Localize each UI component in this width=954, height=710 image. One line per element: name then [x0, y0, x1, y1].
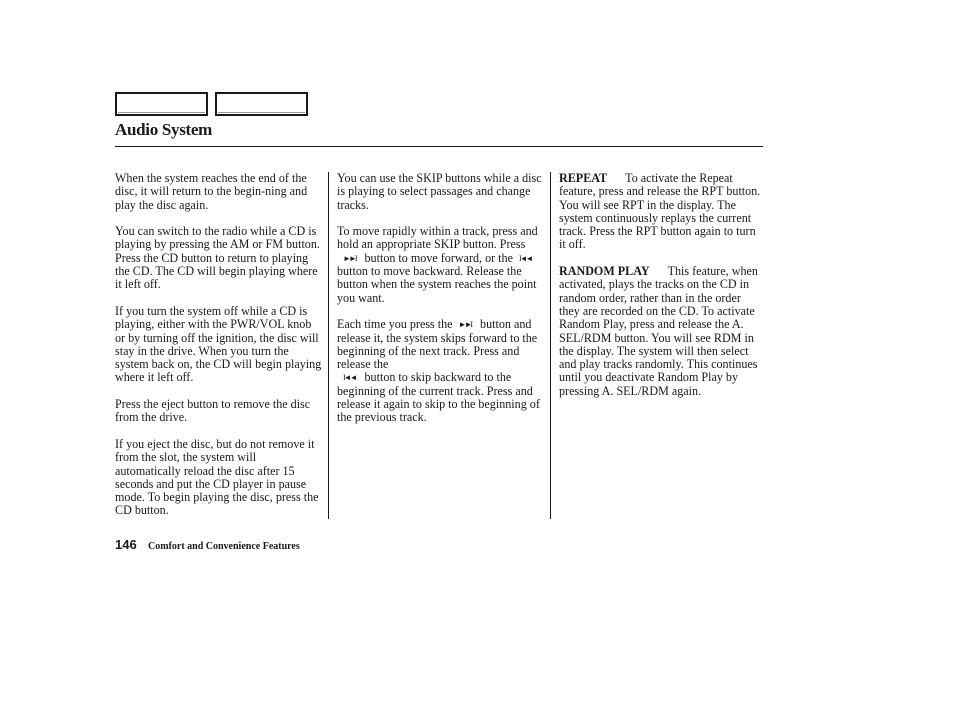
skip-press-text-c: button to skip backward to the beginning of the current track. Press and release it again to skip to the beginning of the previous track. [337, 370, 540, 425]
random-play-term: RANDOM PLAY [559, 264, 650, 279]
column-divider-1 [328, 172, 329, 519]
paragraph-switch-to-radio: You can switch to the radio while a CD is playing by pressing the AM or FM button. Press the CD button to return to playing the CD. The CD will begin playing where it left off. [115, 224, 320, 292]
column-divider-2 [550, 172, 551, 519]
skip-hold-text-b: button to move forward, or the [364, 250, 513, 265]
skip-forward-icon: ►►I [343, 253, 356, 263]
paragraph-random-play [559, 265, 764, 398]
paragraph-skip-press [337, 318, 547, 424]
paragraph-end-of-disc: When the system reaches the end of the disc, it will return to the begin-ning and play the disc again. [115, 171, 308, 212]
paragraph-skip-intro: You can use the SKIP buttons while a disc is playing to select passages and change tracks. [337, 171, 542, 212]
skip-press-text-a: Each time you press the [337, 317, 453, 332]
repeat-term: REPEAT [559, 171, 608, 185]
nav-box-2[interactable] [215, 92, 308, 116]
skip-press-text-b: button and release it, the system skips forward to the beginning of the next track. Press and release the [337, 317, 538, 372]
skip-backward-icon: I◄◄ [518, 253, 532, 263]
skip-backward-icon: I◄◄ [343, 373, 356, 383]
skip-hold-text-a: To move rapidly within a track, press and hold an appropriate SKIP button. Press [337, 224, 538, 252]
page-number: 146 [115, 537, 137, 552]
repeat-text: To activate the Repeat feature, press and release the RPT button. You will see RPT in the display. The system continuously replays the current track. Press the RPT button again to turn it off. [559, 171, 761, 252]
paragraph-system-off: If you turn the system off while a CD is playing, either with the PWR/VOL knob or by turning off the ignition, the disc will stay in the drive. When you turn the system back on, the CD will begin playing where it left off. [115, 303, 322, 385]
skip-hold-text-c: button to move backward. Release the button when the system reaches the point you want. [337, 264, 537, 305]
paragraph-skip-hold [337, 225, 547, 305]
random-play-text: This feature, when activated, plays the tracks on the CD in random order, rather than in the order they are recorded on the CD. To activate Random Play, press and release the A. SEL/RDM button. You will see RDM in the display. The system will then select and play tracks randomly. This continues until you deactivate Random Play by pressing A. SEL/RDM again. [559, 264, 758, 398]
nav-box-1[interactable] [115, 92, 208, 116]
page-title: Audio System [115, 120, 212, 139]
paragraph-reload: If you eject the disc, but do not remove it from the slot, the system will automatically reload the disc after 15 seconds and put the CD player in pause mode. To begin playing the disc, press the CD button. [115, 436, 319, 518]
text-column-1 [115, 172, 323, 531]
footer-section-title: Comfort and Convenience Features [148, 541, 300, 552]
title-divider [115, 146, 763, 147]
text-column-3 [559, 172, 764, 411]
paragraph-repeat [559, 172, 764, 252]
text-column-2 [337, 172, 547, 438]
paragraph-eject: Press the eject button to remove the disc from the drive. [115, 397, 311, 425]
skip-forward-icon: ►►I [458, 320, 472, 330]
